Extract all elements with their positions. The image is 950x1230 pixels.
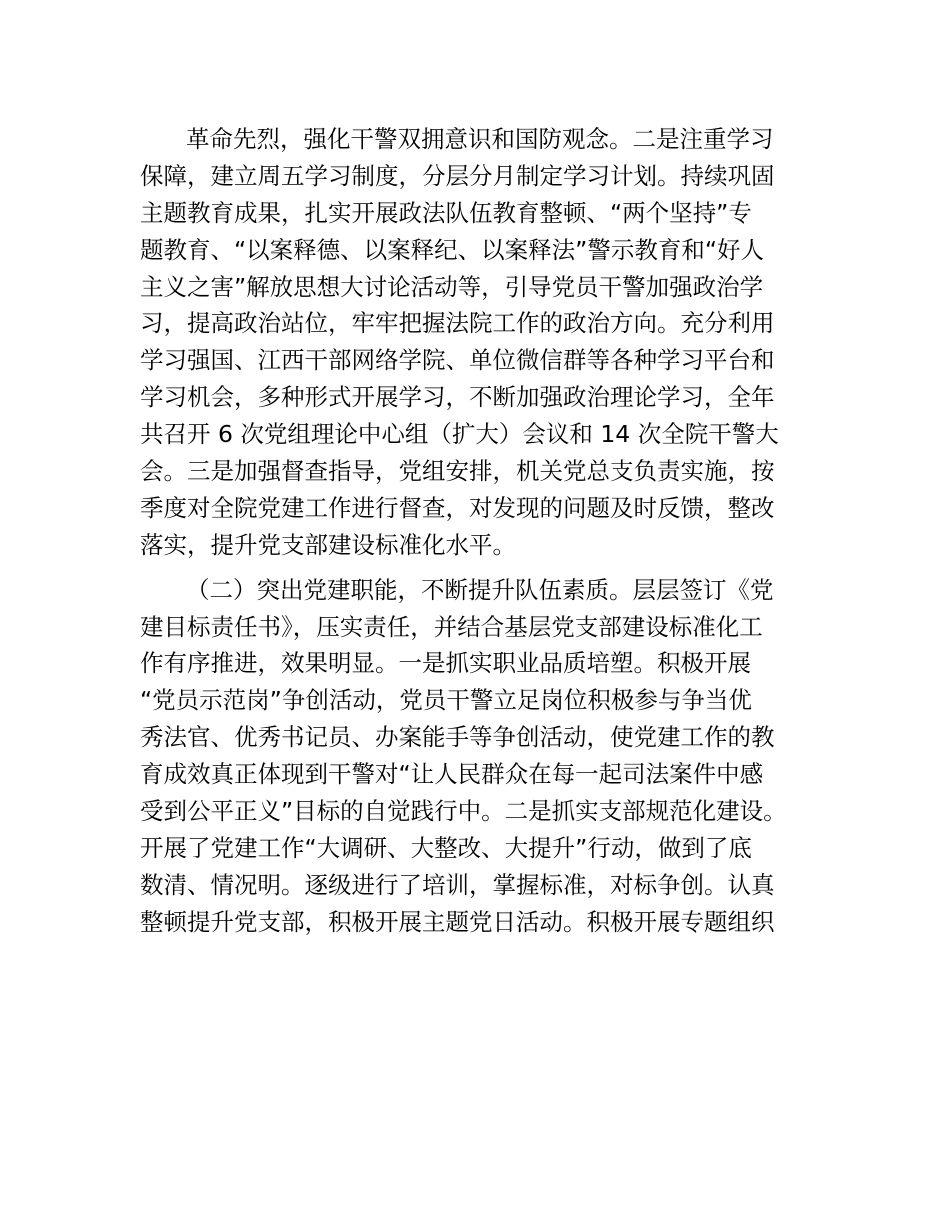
text-line: 育成效真正体现到干警对“让人民群众在每一起司法案件中感 xyxy=(140,760,764,789)
text-line: “党员示范岗”争创活动，党员干警立足岗位积极参与争当优 xyxy=(140,686,752,715)
paragraph-2 xyxy=(140,572,830,941)
document-body xyxy=(140,121,830,941)
text-line: 主题教育成果，扎实开展政法队伍教育整顿、“两个坚持”专 xyxy=(140,198,752,227)
text-line: 习，提高政治站位，牢牢把握法院工作的政治方向。充分利用 xyxy=(140,309,775,338)
text-line: 革命先烈，强化干警双拥意识和国防观念。二是注重学习 xyxy=(186,125,774,153)
text-line: 学习机会，多种形式开展学习，不断加强政治理论学习，全年 xyxy=(140,383,775,412)
text-line: 保障，建立周五学习制度，分层分月制定学习计划。持续巩固 xyxy=(140,161,775,190)
paragraph-1 xyxy=(140,121,830,564)
text-line: 题教育、“以案释德、以案释纪、以案释法”警示教育和“好人 xyxy=(140,235,765,264)
text-line: 会。三是加强督查指导，党组安排，机关党总支负责实施，按 xyxy=(140,457,775,486)
text-line: 共召开 6 次党组理论中心组（扩大）会议和 14 次全院干警大 xyxy=(140,420,779,449)
text-line: 学习强国、江西干部网络学院、单位微信群等各种学习平台和 xyxy=(140,346,775,375)
text-line: 整顿提升党支部，积极开展主题党日活动。积极开展专题组织 xyxy=(140,907,775,936)
text-line: 开展了党建工作“大调研、大整改、大提升”行动，做到了底 xyxy=(140,833,752,862)
text-line: 数清、情况明。逐级进行了培训，掌握标准，对标争创。认真 xyxy=(140,870,775,899)
text-line: 受到公平正义”目标的自觉践行中。二是抓实支部规范化建设。 xyxy=(140,797,787,826)
text-line: 建目标责任书》，压实责任，并结合基层党支部建设标准化工 xyxy=(140,612,763,641)
text-line: 主义之害”解放思想大讨论活动等，引导党员干警加强政治学 xyxy=(140,272,764,301)
text-line: 季度对全院党建工作进行督查，对发现的问题及时反馈，整改 xyxy=(140,493,775,522)
text-line: 作有序推进，效果明显。一是抓实职业品质培塑。积极开展 xyxy=(140,649,751,678)
text-line: （二）突出党建职能，不断提升队伍素质。层层签订《党 xyxy=(186,575,774,604)
text-line: 落实，提升党支部建设标准化水平。 xyxy=(140,530,516,559)
text-line: 秀法官、优秀书记员、办案能手等争创活动，使党建工作的教 xyxy=(140,723,775,752)
